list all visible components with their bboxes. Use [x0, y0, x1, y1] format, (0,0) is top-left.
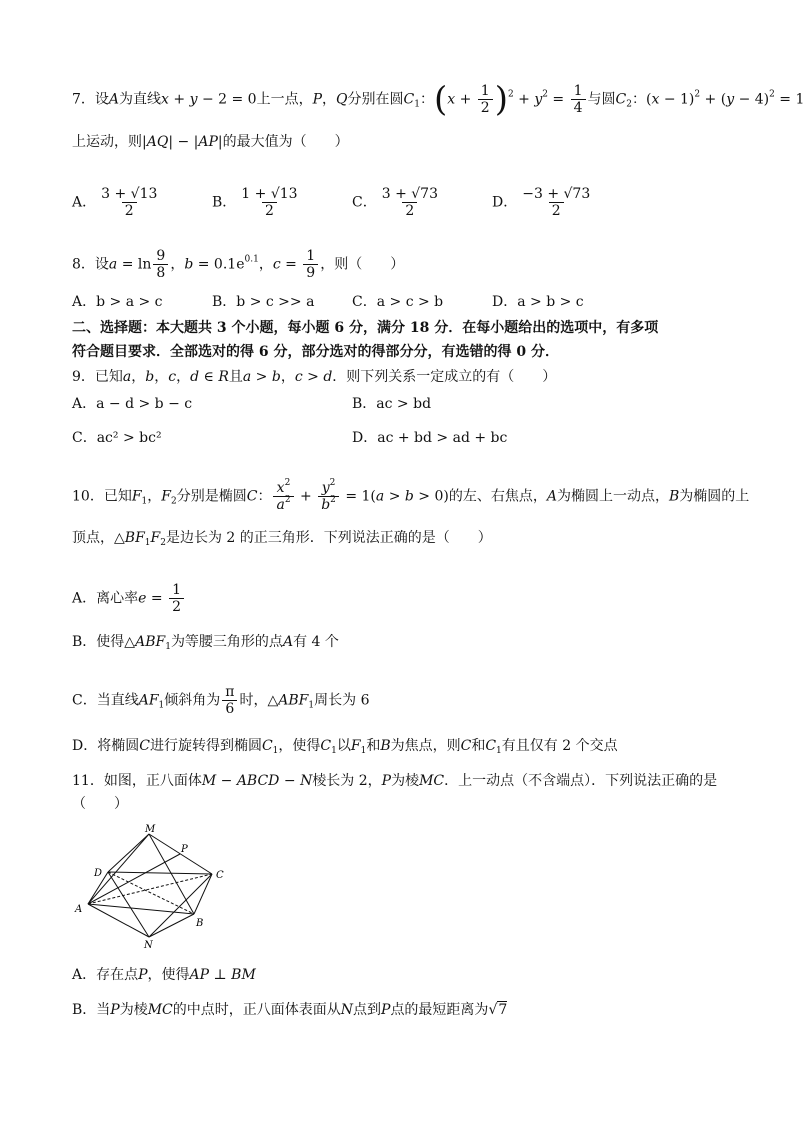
q9-stem: 9．已知a，b，c，d ∈ R且a > b，c > d．则下列关系一定成立的有（ ） [72, 369, 557, 385]
q8-option-a: A．b > a > c [72, 294, 163, 310]
label-P: P [181, 844, 188, 855]
q8-option-b: B．b > c >> a [212, 294, 315, 310]
segment-AC [88, 874, 212, 904]
edge-NB [149, 914, 194, 937]
q7-option-d: D． $\frac{-3 + √73}{2}$ [492, 186, 591, 219]
label-B: B [196, 918, 204, 929]
q10-option-a: A．离心率e = $\frac{1}{2}$ [72, 582, 186, 615]
q7-option-b: B． $\frac{1 + √13}{2}$ [212, 186, 298, 219]
q8-option-c: C．a > c > b [352, 294, 444, 310]
q10-stem-line2: 顶点，$\triangle BF_1F_2$是边长为 2 的正三角形．下列说法正确的是（ ） [72, 530, 492, 548]
q11-option-b: B．当P为棱MC的中点时，正八面体表面从N点到P点的最短距离为√7 [72, 1002, 508, 1018]
q7-option-c: C． $\frac{3 + √73}{2}$ [352, 186, 438, 219]
label-D: D [94, 868, 103, 879]
q9-option-d: D．ac + bd > ad + bc [352, 430, 508, 446]
q8-stem: 8．设a = ln $\frac{9}{8}$ ，$b = 0.1e^{0.1}$，c = $\frac{1}{9}$ ，则（ ） [72, 248, 405, 281]
q9-option-a: A．a − d > b − c [72, 396, 193, 412]
section2-heading-line2: 符合题目要求．全部选对的得 6 分，部分选对的得部分分，有选错的得 0 分． [72, 344, 559, 360]
q7-option-a: A． $\frac{3 + √13}{2}$ [72, 186, 158, 219]
q10-option-d: D．将椭圆C进行旋转得到椭圆$C_1$，使得$C_1$以$F_1$和B为焦点，则C和$C_1$有且仅有 2 个交点 [72, 738, 618, 756]
q11-option-a: A．存在点P，使得AP ⊥ BM [72, 967, 256, 983]
octahedron-figure [72, 822, 242, 952]
edge-MD [108, 834, 149, 872]
label-A: A [75, 904, 83, 915]
q7-stem-line2: 上运动，则|AQ| − |AP|的最大值为（ ） [72, 134, 349, 150]
q11-stem-line2: （ ） [72, 796, 128, 812]
q9-option-c: C．ac² > bc² [72, 430, 162, 446]
label-N: N [144, 940, 153, 951]
q10-option-c: C．当直线$AF_1$倾斜角为 $\frac{\pi}{6}$ 时，$\triangle ABF_1$周长为 6 [72, 684, 370, 717]
edge-DC [108, 872, 212, 874]
label-C: C [216, 870, 224, 881]
q9-option-b: B．ac > bd [352, 396, 432, 412]
q7-stem-line1: 7．设A为直线x + y − 2 = 0上一点，P，Q分别在圆$C_1$：(x + $\frac{1}{2}$ )$^2 + y^2$ = $\frac{1}{4}$ 与圆$C_2$：$(x - 1)^2 + (y - 4)^2 = 1$ [72, 79, 804, 120]
q8-option-d: D．a > b > c [492, 294, 584, 310]
segment-AP [88, 854, 180, 904]
label-M: M [145, 824, 156, 835]
q10-stem-line1: 10．已知$F_1$，$F_2$分别是椭圆C： $\frac{x^2}{a^2}$ + $\frac{y^2}{b^2}$ = 1(a > b > 0)的左、右焦点，A为椭圆上一动点，B为椭圆的上 [72, 478, 750, 513]
section2-heading-line1: 二、选择题：本大题共 3 个小题，每小题 6 分，满分 18 分．在每小题给出的选项中，有多项 [72, 320, 659, 336]
edge-BC [194, 874, 212, 914]
q10-option-b: B．使得$\triangle ABF_1$为等腰三角形的点A有 4 个 [72, 634, 339, 652]
q11-stem-line1: 11．如图，正八面体M − ABCD − N棱长为 2，P为棱MC．上一动点（不含端点）．下列说法正确的是 [72, 773, 718, 789]
